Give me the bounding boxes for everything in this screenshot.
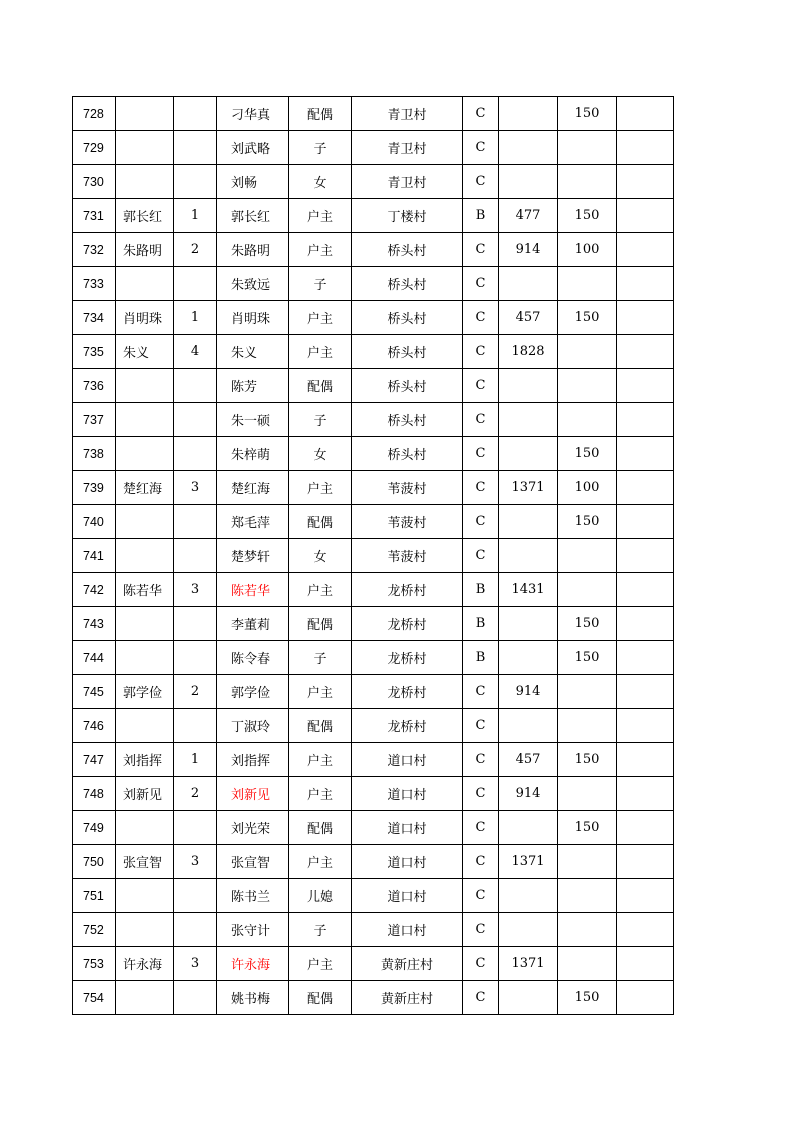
note-cell: [617, 471, 674, 505]
note-cell: [617, 641, 674, 675]
village-cell: 道口村: [352, 879, 463, 913]
household-head-cell: [116, 539, 174, 573]
household-head-cell: [116, 267, 174, 301]
row-number-cell: 749: [73, 811, 116, 845]
village-cell: 桥头村: [352, 233, 463, 267]
relation-cell: 配偶: [289, 505, 352, 539]
grade-cell: C: [463, 743, 499, 777]
household-size-cell: [174, 539, 217, 573]
household-head-cell: [116, 607, 174, 641]
note-cell: [617, 301, 674, 335]
relation-cell: 配偶: [289, 811, 352, 845]
note-cell: [617, 947, 674, 981]
grade-cell: C: [463, 403, 499, 437]
member-name-cell: 丁淑玲: [217, 709, 289, 743]
grade-cell: C: [463, 437, 499, 471]
household-size-cell: 2: [174, 777, 217, 811]
member-name-cell: 朱致远: [217, 267, 289, 301]
amount-cell: [558, 573, 617, 607]
grade-cell: B: [463, 607, 499, 641]
grade-cell: C: [463, 539, 499, 573]
amount-cell: 150: [558, 607, 617, 641]
amount-cell: [558, 675, 617, 709]
table-row: [73, 641, 674, 675]
grade-cell: C: [463, 709, 499, 743]
village-cell: 青卫村: [352, 165, 463, 199]
row-number-cell: 750: [73, 845, 116, 879]
area-cell: [499, 437, 558, 471]
village-cell: 苇菠村: [352, 505, 463, 539]
grade-cell: B: [463, 573, 499, 607]
member-name-cell: 郭长红: [217, 199, 289, 233]
area-cell: 1371: [499, 471, 558, 505]
grade-cell: C: [463, 369, 499, 403]
area-cell: [499, 539, 558, 573]
row-number-cell: 734: [73, 301, 116, 335]
table-row: [73, 607, 674, 641]
note-cell: [617, 131, 674, 165]
note-cell: [617, 233, 674, 267]
row-number-cell: 728: [73, 97, 116, 131]
amount-cell: 150: [558, 743, 617, 777]
member-name-cell: 许永海: [217, 947, 289, 981]
note-cell: [617, 879, 674, 913]
amount-cell: [558, 165, 617, 199]
village-cell: 桥头村: [352, 267, 463, 301]
household-head-cell: 郭长红: [116, 199, 174, 233]
note-cell: [617, 539, 674, 573]
area-cell: [499, 913, 558, 947]
table-row: [73, 777, 674, 811]
household-head-cell: 朱义: [116, 335, 174, 369]
household-head-cell: [116, 709, 174, 743]
grade-cell: C: [463, 505, 499, 539]
note-cell: [617, 845, 674, 879]
note-cell: [617, 437, 674, 471]
row-number-cell: 729: [73, 131, 116, 165]
household-head-cell: [116, 913, 174, 947]
table-row: [73, 709, 674, 743]
member-name-cell: 刘新见: [217, 777, 289, 811]
household-size-cell: [174, 165, 217, 199]
household-head-cell: [116, 97, 174, 131]
household-size-cell: [174, 981, 217, 1015]
grade-cell: C: [463, 335, 499, 369]
area-cell: [499, 811, 558, 845]
household-size-cell: [174, 641, 217, 675]
area-cell: [499, 607, 558, 641]
member-name-cell: 郭学俭: [217, 675, 289, 709]
area-cell: 457: [499, 743, 558, 777]
household-size-cell: 2: [174, 233, 217, 267]
note-cell: [617, 811, 674, 845]
village-cell: 龙桥村: [352, 607, 463, 641]
household-head-cell: [116, 811, 174, 845]
household-size-cell: [174, 607, 217, 641]
household-size-cell: 3: [174, 573, 217, 607]
area-cell: [499, 641, 558, 675]
amount-cell: 150: [558, 97, 617, 131]
row-number-cell: 741: [73, 539, 116, 573]
village-cell: 苇菠村: [352, 539, 463, 573]
amount-cell: [558, 947, 617, 981]
grade-cell: C: [463, 913, 499, 947]
area-cell: 1371: [499, 845, 558, 879]
member-name-cell: 刘指挥: [217, 743, 289, 777]
village-cell: 龙桥村: [352, 709, 463, 743]
relation-cell: 配偶: [289, 369, 352, 403]
table-row: [73, 131, 674, 165]
relation-cell: 户主: [289, 743, 352, 777]
household-head-cell: [116, 879, 174, 913]
relation-cell: 户主: [289, 573, 352, 607]
household-head-cell: 郭学俭: [116, 675, 174, 709]
amount-cell: [558, 845, 617, 879]
grade-cell: B: [463, 199, 499, 233]
note-cell: [617, 709, 674, 743]
amount-cell: [558, 709, 617, 743]
member-name-cell: 朱梓萌: [217, 437, 289, 471]
register-table: [72, 96, 674, 1015]
household-size-cell: [174, 369, 217, 403]
relation-cell: 户主: [289, 845, 352, 879]
member-name-cell: 陈芳: [217, 369, 289, 403]
member-name-cell: 姚书梅: [217, 981, 289, 1015]
note-cell: [617, 607, 674, 641]
relation-cell: 女: [289, 539, 352, 573]
table-row: [73, 97, 674, 131]
household-size-cell: [174, 403, 217, 437]
area-cell: [499, 505, 558, 539]
relation-cell: 儿媳: [289, 879, 352, 913]
table-row: [73, 947, 674, 981]
relation-cell: 户主: [289, 199, 352, 233]
member-name-cell: 郑毛萍: [217, 505, 289, 539]
household-head-cell: 刘指挥: [116, 743, 174, 777]
household-size-cell: [174, 437, 217, 471]
row-number-cell: 752: [73, 913, 116, 947]
table-row: [73, 403, 674, 437]
row-number-cell: 745: [73, 675, 116, 709]
grade-cell: C: [463, 233, 499, 267]
village-cell: 道口村: [352, 913, 463, 947]
household-size-cell: 3: [174, 471, 217, 505]
note-cell: [617, 913, 674, 947]
household-size-cell: [174, 709, 217, 743]
relation-cell: 户主: [289, 301, 352, 335]
village-cell: 桥头村: [352, 437, 463, 471]
table-row: [73, 369, 674, 403]
member-name-cell: 张宣智: [217, 845, 289, 879]
amount-cell: [558, 777, 617, 811]
village-cell: 龙桥村: [352, 573, 463, 607]
amount-cell: 150: [558, 505, 617, 539]
area-cell: [499, 403, 558, 437]
grade-cell: C: [463, 845, 499, 879]
table-row: [73, 505, 674, 539]
grade-cell: C: [463, 267, 499, 301]
table-row: [73, 471, 674, 505]
member-name-cell: 刁华真: [217, 97, 289, 131]
row-number-cell: 751: [73, 879, 116, 913]
village-cell: 青卫村: [352, 97, 463, 131]
grade-cell: B: [463, 641, 499, 675]
area-cell: [499, 879, 558, 913]
village-cell: 道口村: [352, 845, 463, 879]
village-cell: 龙桥村: [352, 641, 463, 675]
row-number-cell: 746: [73, 709, 116, 743]
area-cell: 477: [499, 199, 558, 233]
relation-cell: 户主: [289, 777, 352, 811]
household-size-cell: [174, 131, 217, 165]
row-number-cell: 742: [73, 573, 116, 607]
member-name-cell: 张守计: [217, 913, 289, 947]
member-name-cell: 朱一硕: [217, 403, 289, 437]
relation-cell: 子: [289, 403, 352, 437]
amount-cell: [558, 369, 617, 403]
household-size-cell: 2: [174, 675, 217, 709]
table-row: [73, 199, 674, 233]
amount-cell: 150: [558, 199, 617, 233]
row-number-cell: 753: [73, 947, 116, 981]
relation-cell: 子: [289, 641, 352, 675]
village-cell: 桥头村: [352, 335, 463, 369]
household-size-cell: [174, 97, 217, 131]
member-name-cell: 朱路明: [217, 233, 289, 267]
member-name-cell: 陈若华: [217, 573, 289, 607]
member-name-cell: 陈令春: [217, 641, 289, 675]
table-row: [73, 165, 674, 199]
table-row: [73, 879, 674, 913]
relation-cell: 配偶: [289, 709, 352, 743]
table-row: [73, 233, 674, 267]
note-cell: [617, 743, 674, 777]
row-number-cell: 737: [73, 403, 116, 437]
member-name-cell: 李董莉: [217, 607, 289, 641]
household-head-cell: 肖明珠: [116, 301, 174, 335]
member-name-cell: 陈书兰: [217, 879, 289, 913]
area-cell: 1431: [499, 573, 558, 607]
village-cell: 道口村: [352, 777, 463, 811]
amount-cell: 150: [558, 981, 617, 1015]
household-head-cell: 陈若华: [116, 573, 174, 607]
household-size-cell: 4: [174, 335, 217, 369]
household-head-cell: 朱路明: [116, 233, 174, 267]
household-size-cell: [174, 913, 217, 947]
row-number-cell: 748: [73, 777, 116, 811]
row-number-cell: 754: [73, 981, 116, 1015]
household-head-cell: 楚红海: [116, 471, 174, 505]
household-head-cell: [116, 369, 174, 403]
relation-cell: 子: [289, 267, 352, 301]
relation-cell: 户主: [289, 471, 352, 505]
household-size-cell: 3: [174, 947, 217, 981]
amount-cell: [558, 335, 617, 369]
note-cell: [617, 267, 674, 301]
amount-cell: [558, 913, 617, 947]
row-number-cell: 733: [73, 267, 116, 301]
member-name-cell: 刘武略: [217, 131, 289, 165]
household-head-cell: 张宣智: [116, 845, 174, 879]
note-cell: [617, 335, 674, 369]
village-cell: 桥头村: [352, 403, 463, 437]
grade-cell: C: [463, 301, 499, 335]
table-row: [73, 675, 674, 709]
household-size-cell: [174, 267, 217, 301]
relation-cell: 女: [289, 165, 352, 199]
area-cell: [499, 981, 558, 1015]
relation-cell: 户主: [289, 947, 352, 981]
household-head-cell: [116, 641, 174, 675]
household-size-cell: 1: [174, 743, 217, 777]
village-cell: 青卫村: [352, 131, 463, 165]
amount-cell: 100: [558, 471, 617, 505]
amount-cell: 100: [558, 233, 617, 267]
village-cell: 丁楼村: [352, 199, 463, 233]
grade-cell: C: [463, 981, 499, 1015]
member-name-cell: 朱义: [217, 335, 289, 369]
area-cell: 914: [499, 777, 558, 811]
village-cell: 龙桥村: [352, 675, 463, 709]
note-cell: [617, 97, 674, 131]
amount-cell: 150: [558, 437, 617, 471]
relation-cell: 女: [289, 437, 352, 471]
household-head-cell: [116, 131, 174, 165]
note-cell: [617, 165, 674, 199]
relation-cell: 子: [289, 913, 352, 947]
amount-cell: 150: [558, 641, 617, 675]
village-cell: 桥头村: [352, 301, 463, 335]
area-cell: 457: [499, 301, 558, 335]
row-number-cell: 739: [73, 471, 116, 505]
note-cell: [617, 369, 674, 403]
member-name-cell: 楚梦轩: [217, 539, 289, 573]
amount-cell: [558, 879, 617, 913]
row-number-cell: 736: [73, 369, 116, 403]
row-number-cell: 744: [73, 641, 116, 675]
area-cell: [499, 97, 558, 131]
note-cell: [617, 675, 674, 709]
amount-cell: [558, 131, 617, 165]
grade-cell: C: [463, 131, 499, 165]
area-cell: 914: [499, 233, 558, 267]
relation-cell: 子: [289, 131, 352, 165]
table-row: [73, 811, 674, 845]
amount-cell: 150: [558, 811, 617, 845]
row-number-cell: 735: [73, 335, 116, 369]
member-name-cell: 楚红海: [217, 471, 289, 505]
row-number-cell: 738: [73, 437, 116, 471]
relation-cell: 户主: [289, 675, 352, 709]
row-number-cell: 730: [73, 165, 116, 199]
register-rows: [73, 97, 674, 1015]
relation-cell: 配偶: [289, 97, 352, 131]
village-cell: 桥头村: [352, 369, 463, 403]
amount-cell: [558, 539, 617, 573]
relation-cell: 配偶: [289, 607, 352, 641]
village-cell: 道口村: [352, 743, 463, 777]
area-cell: [499, 709, 558, 743]
grade-cell: C: [463, 777, 499, 811]
area-cell: 1371: [499, 947, 558, 981]
village-cell: 苇菠村: [352, 471, 463, 505]
household-head-cell: [116, 165, 174, 199]
household-size-cell: [174, 811, 217, 845]
member-name-cell: 刘光荣: [217, 811, 289, 845]
household-head-cell: [116, 403, 174, 437]
household-head-cell: [116, 505, 174, 539]
table-row: [73, 267, 674, 301]
row-number-cell: 731: [73, 199, 116, 233]
note-cell: [617, 505, 674, 539]
household-size-cell: [174, 505, 217, 539]
grade-cell: C: [463, 471, 499, 505]
table-row: [73, 539, 674, 573]
relation-cell: 户主: [289, 335, 352, 369]
member-name-cell: 刘畅: [217, 165, 289, 199]
table-row: [73, 845, 674, 879]
village-cell: 黄新庄村: [352, 981, 463, 1015]
area-cell: [499, 131, 558, 165]
household-head-cell: [116, 437, 174, 471]
household-head-cell: 刘新见: [116, 777, 174, 811]
table-row: [73, 437, 674, 471]
area-cell: [499, 165, 558, 199]
row-number-cell: 743: [73, 607, 116, 641]
area-cell: [499, 369, 558, 403]
row-number-cell: 747: [73, 743, 116, 777]
table-row: [73, 301, 674, 335]
table-row: [73, 913, 674, 947]
note-cell: [617, 403, 674, 437]
note-cell: [617, 981, 674, 1015]
note-cell: [617, 777, 674, 811]
household-size-cell: 3: [174, 845, 217, 879]
grade-cell: C: [463, 879, 499, 913]
area-cell: 1828: [499, 335, 558, 369]
grade-cell: C: [463, 811, 499, 845]
household-size-cell: [174, 879, 217, 913]
amount-cell: 150: [558, 301, 617, 335]
grade-cell: C: [463, 165, 499, 199]
relation-cell: 户主: [289, 233, 352, 267]
village-cell: 黄新庄村: [352, 947, 463, 981]
grade-cell: C: [463, 947, 499, 981]
village-cell: 道口村: [352, 811, 463, 845]
household-size-cell: 1: [174, 301, 217, 335]
grade-cell: C: [463, 675, 499, 709]
row-number-cell: 740: [73, 505, 116, 539]
table-row: [73, 573, 674, 607]
member-name-cell: 肖明珠: [217, 301, 289, 335]
amount-cell: [558, 403, 617, 437]
grade-cell: C: [463, 97, 499, 131]
row-number-cell: 732: [73, 233, 116, 267]
household-head-cell: [116, 981, 174, 1015]
note-cell: [617, 199, 674, 233]
area-cell: 914: [499, 675, 558, 709]
relation-cell: 配偶: [289, 981, 352, 1015]
amount-cell: [558, 267, 617, 301]
area-cell: [499, 267, 558, 301]
household-head-cell: 许永海: [116, 947, 174, 981]
table-row: [73, 335, 674, 369]
note-cell: [617, 573, 674, 607]
table-row: [73, 981, 674, 1015]
household-size-cell: 1: [174, 199, 217, 233]
table-row: [73, 743, 674, 777]
